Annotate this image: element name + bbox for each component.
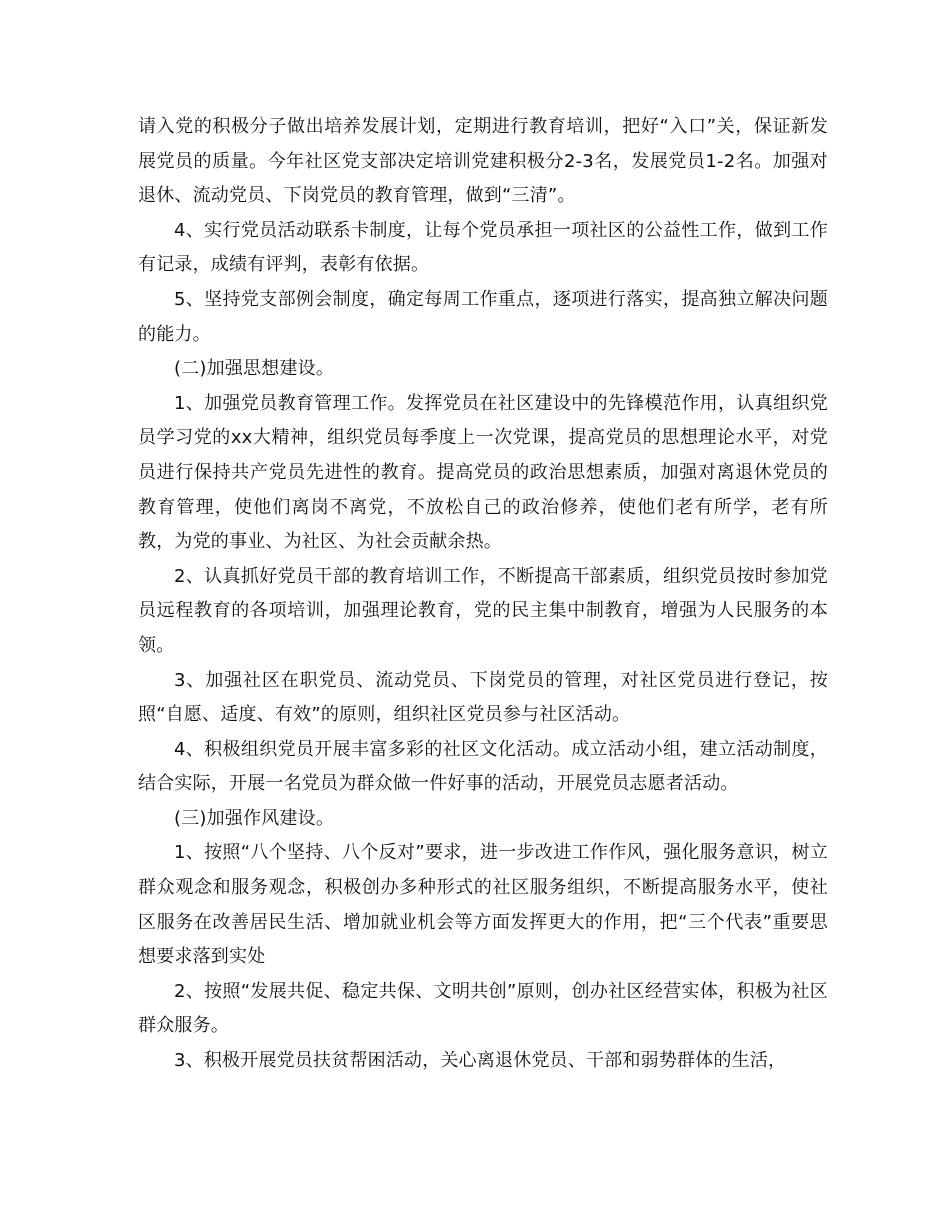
paragraph: 1、按照“八个坚持、八个反对”要求，进一步改进工作作风，强化服务意识，树立群众观念和服务观念，积极创办多种形式的社区服务组织，不断提高服务水平，使社区服务在改善居民生活、增加就业机会等方面发挥更大的作用，把“三个代表”重要思想要求落到实处 <box>138 842 828 968</box>
paragraph: 2、按照“发展共促、稳定共保、文明共创”原则，创办社区经营实体，积极为社区群众服务。 <box>138 980 828 1037</box>
document-body <box>138 110 828 1079</box>
paragraph: 2、认真抓好党员干部的教育培训工作，不断提高干部素质，组织党员按时参加党员远程教育的各项培训，加强理论教育，党的民主集中制教育，增强为人民服务的本领。 <box>138 565 828 656</box>
paragraph: 3、加强社区在职党员、流动党员、下岗党员的管理，对社区党员进行登记，按照“自愿、适度、有效”的原则，组织社区党员参与社区活动。 <box>138 669 828 726</box>
paragraph: 请入党的积极分子做出培养发展计划，定期进行教育培训，把好“入口”关，保证新发展党员的质量。今年社区党支部决定培训党建积极分2-3名，发展党员1-2名。加强对退休、流动党员、下岗党员的教育管理，做到“三清”。 <box>138 116 828 207</box>
section-heading: (二)加强思想建设。 <box>174 358 335 380</box>
paragraph: 3、积极开展党员扶贫帮困活动，关心离退休党员、干部和弱势群体的生活， <box>174 1050 787 1072</box>
paragraph: 1、加强党员教育管理工作。发挥党员在社区建设中的先锋模范作用，认真组织党员学习党的xx大精神，组织党员每季度上一次党课，提高党员的思想理论水平，对党员进行保持共产党员先进性的教育。提高党员的政治思想素质，加强对离退休党员的教育管理，使他们离岗不离党，不放松自己的政治修养，使他们老有所学，老有所教，为党的事业、为社区、为社会贡献余热。 <box>138 392 828 553</box>
section-heading: (三)加强作风建设。 <box>174 807 335 829</box>
paragraph: 4、实行党员活动联系卡制度，让每个党员承担一项社区的公益性工作，做到工作有记录，成绩有评判，表彰有依据。 <box>138 219 828 276</box>
paragraph: 5、坚持党支部例会制度，确定每周工作重点，逐项进行落实，提高独立解决问题的能力。 <box>138 288 828 345</box>
paragraph: 4、积极组织党员开展丰富多彩的社区文化活动。成立活动小组，建立活动制度，结合实际，开展一名党员为群众做一件好事的活动，开展党员志愿者活动。 <box>138 738 828 795</box>
